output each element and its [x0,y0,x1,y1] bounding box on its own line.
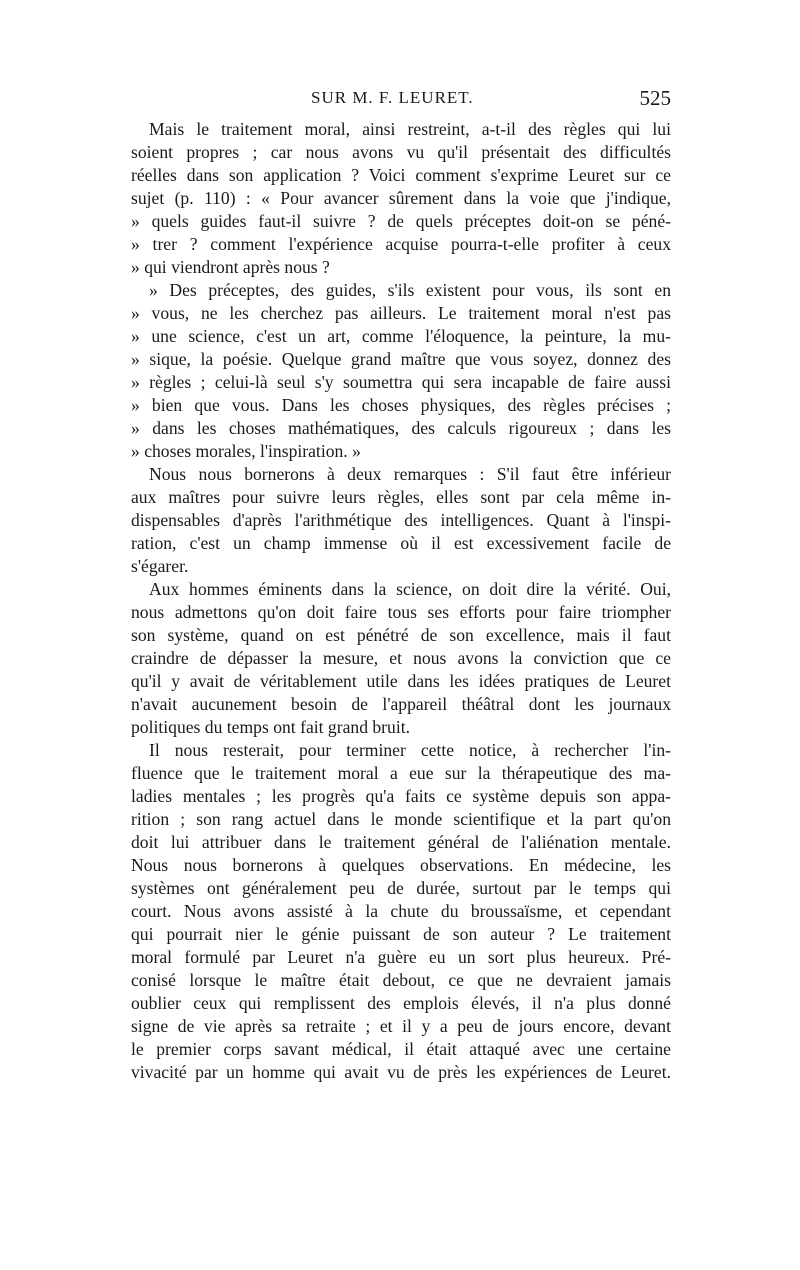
text-line: nous admettons qu'on doit faire tous ses efforts pour faire triompher [131,602,671,622]
text-line: doit lui attribuer dans le traitement général de l'aliénation mentale. [131,832,671,852]
text-line: moral formulé par Leuret n'a guère eu un sort plus heureux. Pré- [131,947,671,967]
text-line: s'égarer. [131,556,189,576]
text-line: n'avait aucunement besoin de l'appareil théâtral dont les journaux [131,694,671,714]
text-line: oublier ceux qui remplissent des emplois élevés, il n'a plus donné [131,993,671,1013]
text-line: conisé lorsque le maître était debout, ce que ne devraient jamais [131,970,671,990]
text-line: » choses morales, l'inspiration. » [131,441,361,461]
text-line: soient propres ; car nous avons vu qu'il présentait des difficultés [131,142,671,162]
running-title: SUR M. F. LEURET. [311,88,474,107]
text-line: court. Nous avons assisté à la chute du broussaïsme, et cependant [131,901,671,921]
text-line: politiques du temps ont fait grand bruit. [131,717,411,737]
running-header [131,88,671,118]
page-number: 525 [639,86,671,110]
text-line: » trer ? comment l'expérience acquise pourra-t-elle profiter à ceux [131,234,671,254]
text-line: dispensables d'après l'arithmétique des intelligences. Quant à l'inspi- [131,510,671,530]
text-line: Il nous resterait, pour terminer cette notice, à rechercher l'in- [149,740,671,760]
text-line: qu'il y avait de véritablement utile dans les idées pratiques de Leuret [131,671,671,691]
text-line: vivacité par un homme qui avait vu de près les expériences de Leuret. [131,1062,671,1082]
text-line: sujet (p. 110) : « Pour avancer sûrement dans la voie que j'indique, [131,188,671,208]
text-line: ladies mentales ; les progrès qu'a faits ce système depuis son appa- [131,786,671,806]
text-line: » qui viendront après nous ? [131,257,330,277]
text-line: Nous nous bornerons à deux remarques : S'il faut être inférieur [149,464,671,484]
text-line: » Des préceptes, des guides, s'ils existent pour vous, ils sont en [149,280,671,300]
text-line: craindre de dépasser la mesure, et nous avons la conviction que ce [131,648,671,668]
text-line: signe de vie après sa retraite ; et il y a peu de jours encore, devant [131,1016,671,1036]
text-line: réelles dans son application ? Voici comment s'exprime Leuret sur ce [131,165,671,185]
text-line: » règles ; celui-là seul s'y soumettra qui sera incapable de faire aussi [131,372,671,392]
text-line: Aux hommes éminents dans la science, on doit dire la vérité. Oui, [149,579,671,599]
text-line: qui pourrait nier le génie puissant de son auteur ? Le traitement [131,924,671,944]
text-line: » vous, ne les cherchez pas ailleurs. Le traitement moral n'est pas [131,303,671,323]
text-line: » bien que vous. Dans les choses physiques, des règles précises ; [131,395,671,415]
text-line: ration, c'est un champ immense où il est excessivement facile de [131,533,671,553]
text-line: le premier corps savant médical, il était attaqué avec une certaine [131,1039,671,1059]
text-line: Mais le traitement moral, ainsi restreint, a-t-il des règles qui lui [149,119,671,139]
text-line: » une science, c'est un art, comme l'éloquence, la peinture, la mu- [131,326,671,346]
body-text [131,118,671,1084]
text-line: » dans les choses mathématiques, des calculs rigoureux ; dans les [131,418,671,438]
book-page [131,88,671,1084]
text-line: » quels guides faut-il suivre ? de quels préceptes doit-on se péné- [131,211,671,231]
text-line: son système, quand on est pénétré de son excellence, mais il faut [131,625,671,645]
text-line: » sique, la poésie. Quelque grand maître que vous soyez, donnez des [131,349,671,369]
text-line: Nous nous bornerons à quelques observations. En médecine, les [131,855,671,875]
text-line: fluence que le traitement moral a eue sur la thérapeutique des ma- [131,763,671,783]
text-line: rition ; son rang actuel dans le monde scientifique et la part qu'on [131,809,671,829]
text-line: aux maîtres pour suivre leurs règles, elles sont par cela même in- [131,487,671,507]
text-line: systèmes ont généralement peu de durée, surtout par le temps qui [131,878,671,898]
